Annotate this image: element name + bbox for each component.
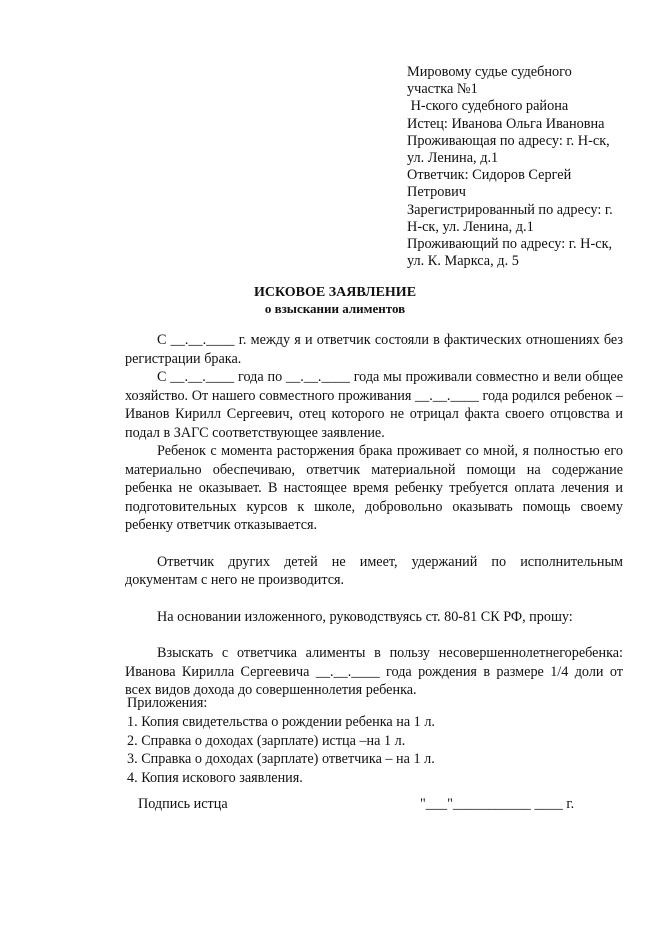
attachments-list bbox=[127, 694, 435, 788]
paragraph-other-children: Ответчик других детей не имеет, удержаний по исполнительным документам с него не производится. bbox=[125, 553, 623, 588]
paragraph-legal-basis: На основании изложенного, руководствуясь ст. 80-81 СК РФ, прошу: bbox=[157, 608, 573, 625]
header-line: участка №1 bbox=[407, 81, 478, 98]
attachment-item: 3. Справка о доходах (зарплате) ответчика – на 1 л. bbox=[127, 751, 435, 768]
header-line: Зарегистрированный по адресу: г. bbox=[407, 201, 613, 218]
paragraph-support: Ребенок с момента расторжения брака проживает со мной, я полностью его материально обеспечиваю, ответчик материальной помощи на содержание ребенка не оказывает. В настоящее время ребенку требуется оплата лечения и подготовительных курсов к школе, добровольно оказывать помощь своему ребенку ответчик отказывается. bbox=[125, 443, 623, 533]
paragraph-cohabitation: С __.__.____ года по __.__.____ года мы проживали совместно и вели общее хозяйство. От нашего совместного проживания __.__.____ года родился ребенок – Иванов Кирилл Сергеевич, отец которого не отрицал факта своего отцовства и подал в ЗАГС соответствующее заявление. bbox=[125, 369, 623, 441]
header-line: Проживающая по адресу: г. Н-ск, bbox=[407, 132, 610, 149]
header-line: Ответчик: Сидоров Сергей bbox=[407, 167, 572, 184]
attachment-item: 1. Копия свидетельства о рождении ребенка на 1 л. bbox=[127, 713, 435, 730]
attachment-item: 4. Копия искового заявления. bbox=[127, 770, 303, 787]
attachments-heading: Приложения: bbox=[127, 695, 208, 711]
header-line: Проживающий по адресу: г. Н-ск, bbox=[407, 236, 613, 253]
header-line: Истец: Иванова Ольга Ивановна bbox=[407, 115, 605, 132]
addressee-block bbox=[407, 64, 629, 270]
header-line: ул. К. Маркса, д. 5 bbox=[407, 253, 519, 270]
attachment-item: 2. Справка о доходах (зарплате) истца –на 1 л. bbox=[127, 732, 406, 749]
document-subtitle: о взыскании алиментов bbox=[264, 301, 406, 316]
header-line: Петрович bbox=[407, 184, 466, 201]
signature-label: Подпись истца bbox=[138, 796, 228, 812]
paragraph-request: Взыскать с ответчика алименты в пользу несовершеннолетнегоребенка: Иванова Кирилла Сергеевича __.__.____ года рождения в размере 1/4 доли от всех видов дохода до совершеннолетия ребенка. bbox=[125, 645, 623, 698]
signature-date: "___"___________ ____ г. bbox=[420, 796, 575, 812]
header-line: Мировому судье судебного bbox=[407, 64, 572, 80]
header-line: Н-ск, ул. Ленина, д.1 bbox=[407, 218, 534, 235]
paragraph-relationship: С __.__.____ г. между я и ответчик состояли в фактических отношениях без регистрации брака. bbox=[125, 332, 623, 367]
document-title: ИСКОВОЕ ЗАЯВЛЕНИЕ bbox=[253, 285, 417, 300]
header-line: Н-ского судебного района bbox=[407, 98, 569, 115]
header-line: ул. Ленина, д.1 bbox=[407, 150, 499, 167]
claim-body bbox=[125, 331, 623, 700]
